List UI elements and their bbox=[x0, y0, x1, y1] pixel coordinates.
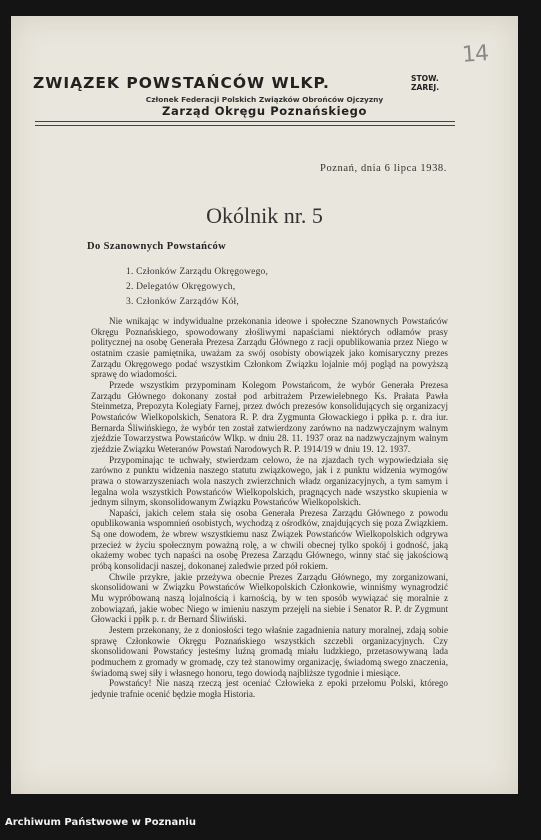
body-paragraph: Napaści, jakich celem stała się osoba Generała Prezesa Zarządu Głównego z powodu opublikowania wspomnień osobistych, wychodzą z ośrodków, znajdujących się poza Związkiem. Są one dowodem, że wbrew wszystkiemu nasz Związek Powstańców Wielkopolskich odgrywa przecież w życiu społecznym poważną rolę, a w chwili obecnej tylko spokój i godność, jaką okażemy wobec tych napaści na osobę Prezesa Zarządu Głównego, winny stać się jakościową próbą konsolidacji naszej, dokonanej zaledwie przed pół rokiem. bbox=[91, 507, 448, 572]
registration-mark-line-2: ZAREJ. bbox=[411, 83, 440, 92]
header-rule-top bbox=[35, 121, 455, 122]
place-date: Poznań, dnia 6 lipca 1938. bbox=[320, 163, 447, 174]
body-paragraph: Chwile przykre, jakie przeżywa obecnie Prezes Zarządu Głównego, my zorganizowani, skonsolidowani w Związku Powstańców Wielkopolskich Członkowie, winniśmy wynagrodzić Mu wypróbowaną naszą lojalnością i karnością, by w ten sposób wywiązać się moralnie z zobowiązań, jakie wobec Niego w imieniu naszym przejęli na siebie i Senator R. P. dr Zygmunt Głowacki i ppłk p. r. dr Bernard Śliwiński. bbox=[91, 571, 448, 625]
registration-mark-line-1: STOW. bbox=[411, 74, 439, 83]
body-paragraph: Przede wszystkim przypominam Kolegom Powstańcom, że wybór Generała Prezesa Zarządu Głównego dokonany został pod arbitrażem Przewielebnego Ks. Prałata Pawła Steinmetza, Prepozyta Kolegiaty Farnej, przez dwóch prezesów konsolidujących się organizacyj Powstańców Wielkopolskich, Senatora R. P. dra Zygmunta Głowackiego i ppłka p. r. dra iur. Bernarda Śliwińskiego, że wybór ten został zatwierdzony zarówno na nadzwyczajnym walnym zjeździe Towarzystwa Powstańców Wlkp. w dniu 28. 11. 1937 oraz na nadzwyczajnym walnym zjeździe Związku Weteranów Powstań Narodowych R. P. 1914/19 w dniu 19. 12. 1937. bbox=[91, 379, 448, 454]
addressee-item: 3. Członków Zarządów Kół, bbox=[126, 297, 239, 307]
archive-caption: Archiwum Państwowe w Poznaniu bbox=[5, 817, 196, 828]
addressee-item: 2. Delegatów Okręgowych, bbox=[126, 282, 236, 292]
body-paragraph: Nie wnikając w indywidualne przekonania ideowe i społeczne Szanownych Powstańców Okręgu Poznańskiego, spowodowany złośliwymi napaściami niektórych odłamów prasy politycznej na osobę Generała Prezesa Zarządu Głównego z racji opublikowania przez Niego w ostatnim czasie pamiętnika, uważam za swój osobisty obowiązek jako komisaryczny prezes Zarządu Okręgowego podać wszystkim Członkom Związku lojalnie mój pogląd na powyższą sprawę do wiadomości. bbox=[91, 316, 448, 380]
page-number: 14 bbox=[461, 41, 489, 68]
body-paragraph: Powstańcy! Nie naszą rzeczą jest oceniać Człowieka z epoki przełomu Polski, którego jedynie trafnie ocenić będzie mogła Historia. bbox=[91, 678, 448, 699]
district-board: Zarząd Okręgu Poznańskiego bbox=[162, 104, 367, 118]
organization-name: ZWIĄZEK POWSTAŃCÓW WLKP. bbox=[33, 74, 330, 92]
circular-title: Okólnik nr. 5 bbox=[206, 203, 323, 228]
salutation: Do Szanownych Powstańców bbox=[87, 241, 227, 252]
document-page bbox=[11, 16, 518, 794]
header-rule-bottom bbox=[35, 125, 455, 126]
organization-subtitle: Członek Federacji Polskich Związków Obrońców Ojczyzny bbox=[145, 95, 384, 104]
letter-body bbox=[91, 316, 448, 700]
addressee-item: 1. Członków Zarządu Okręgowego, bbox=[126, 267, 269, 277]
body-paragraph: Jestem przekonany, że z doniosłości tego właśnie zagadnienia natury moralnej, zdają sobie sprawę Członkowie Okręgu Poznańskiego wszystkich szczebli organizacyjnych. Czy skonsolidowani Powstańcy jesteśmy luźną gromadą miału ludzkiego, przetasowywaną lada podmuchem z gromady w gromadę, czy też stanowimy organizację, świadomą swego znaczenia, świadomą swej siły i własnego honoru, tego dowiodą najbliższe tygodnie i miesiące. bbox=[91, 625, 448, 678]
registration-mark bbox=[411, 74, 439, 92]
body-paragraph: Przypominając te uchwały, stwierdzam celowo, że na zjazdach tych wypowiedziała się zarówno z punktu widzenia naszego statutu związkowego, jak i z punktu widzenia wymogów prawa o stowarzyszeniach wola naszych zwierzchnich władz organizacyjnych, a tym samym i legalna wola wszystkich Powstańców Wielkopolskich, pragnących nade wszystko skupienia w jednym silnym, skonsolidowanym Związku Powstańców Wielkopolskich. bbox=[91, 454, 448, 508]
